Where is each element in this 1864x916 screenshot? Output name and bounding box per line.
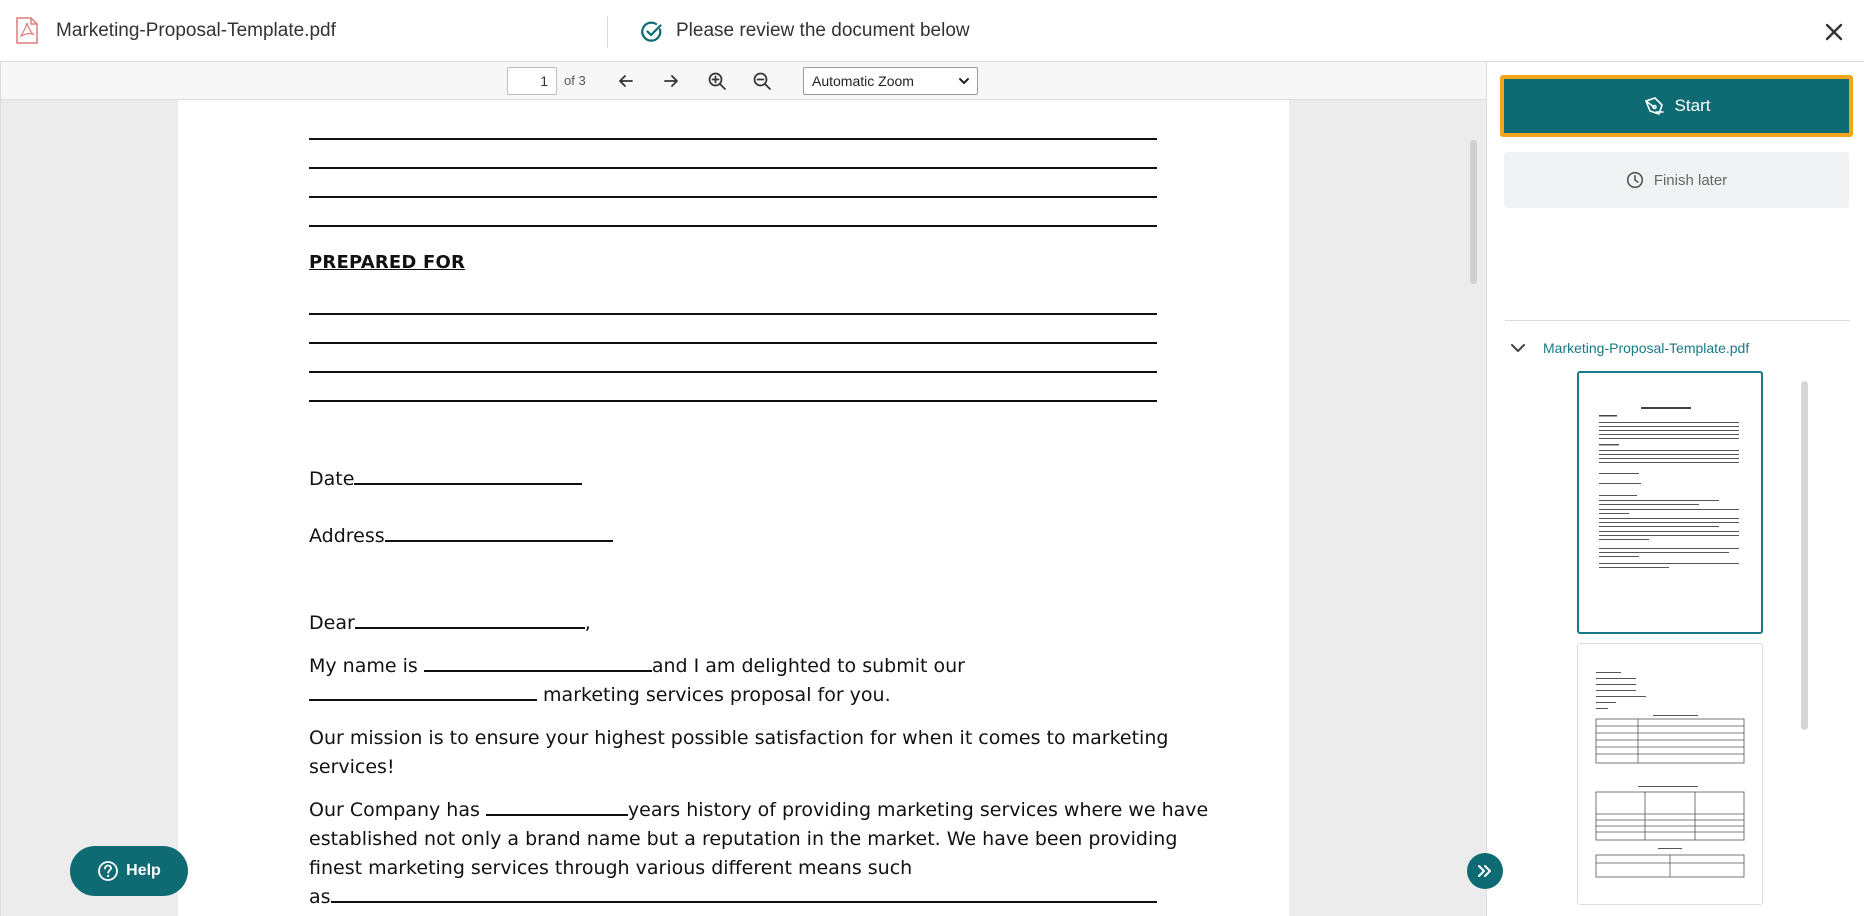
company-line-3: finest marketing services through various different means such: [309, 857, 913, 879]
help-label: Help: [126, 862, 161, 879]
blank-line: [309, 371, 1157, 373]
date-blank: [354, 465, 582, 485]
page-thumbnail-2-preview: [1578, 644, 1762, 904]
company-line-4: [309, 883, 1157, 912]
viewer-toolbar: [1, 62, 1486, 100]
start-button[interactable]: [1500, 75, 1853, 137]
review-status-text: Please review the document below: [676, 20, 970, 41]
blank-line: [309, 196, 1157, 198]
company-line-2: established not only a brand name but a reputation in the market. We have been providing: [309, 828, 1178, 850]
intro-suffix: and I am delighted to submit our: [651, 655, 965, 677]
page-thumbnail-2[interactable]: [1577, 643, 1763, 905]
sidebar-divider: [1505, 320, 1850, 321]
start-label: Start: [1674, 96, 1711, 115]
blank-line: [309, 342, 1157, 344]
years-blank: [486, 796, 628, 816]
date-label: Date: [309, 468, 355, 490]
close-icon[interactable]: [1820, 18, 1848, 46]
company-suffix: years history of providing marketing services where we have: [627, 799, 1209, 821]
mission-line-2: services!: [309, 756, 395, 778]
finish-later-label: Finish later: [1653, 171, 1728, 189]
previous-page-icon[interactable]: [615, 70, 637, 92]
zoom-select-value: Automatic Zoom: [812, 73, 914, 89]
mission-line-1: Our mission is to ensure your highest possible satisfaction for when it comes to marketing: [309, 727, 1169, 749]
page-thumbnail-1-preview: [1579, 373, 1761, 632]
pdf-file-icon: [16, 17, 38, 44]
sign-pen-icon: [1643, 95, 1665, 117]
blank-line: [309, 400, 1157, 402]
next-page-icon[interactable]: [660, 70, 682, 92]
sidebar-scrollbar[interactable]: [1801, 381, 1808, 730]
header-bar: [0, 0, 1864, 62]
double-chevron-right-icon: [1475, 861, 1495, 881]
company-line-1: [309, 796, 1208, 825]
address-label: Address: [309, 525, 385, 547]
pdf-page: [178, 100, 1289, 916]
zoom-in-icon[interactable]: [706, 70, 728, 92]
chevron-down-icon[interactable]: [1509, 339, 1527, 357]
sidebar: [1486, 62, 1864, 916]
name-blank: [424, 652, 652, 672]
means-blank: [331, 883, 1157, 903]
dear-label: Dear: [309, 612, 355, 634]
dear-suffix: ,: [584, 612, 591, 634]
expand-sidebar-button[interactable]: [1467, 853, 1503, 889]
blank-line: [309, 167, 1157, 169]
header-divider: [607, 16, 608, 48]
address-blank: [385, 522, 613, 542]
zoom-out-icon[interactable]: [751, 70, 773, 92]
intro-prefix: My name is: [309, 655, 424, 677]
page-number-input[interactable]: [507, 67, 557, 95]
zoom-select[interactable]: [803, 67, 978, 95]
blank-line: [309, 225, 1157, 227]
dear-blank: [355, 609, 585, 629]
prepared-for-heading: PREPARED FOR: [309, 252, 466, 273]
chevron-down-icon: [957, 74, 971, 88]
document-title: Marketing-Proposal-Template.pdf: [56, 20, 336, 41]
company-blank: [309, 681, 537, 701]
blank-line: [309, 138, 1157, 140]
clock-icon: [1626, 171, 1644, 189]
check-circle-icon: [641, 21, 663, 43]
page-count-label: of 3: [564, 73, 586, 88]
intro-line2: marketing services proposal for you.: [537, 684, 891, 706]
sidebar-file-name[interactable]: Marketing-Proposal-Template.pdf: [1543, 340, 1750, 356]
company-prefix: Our Company has: [309, 799, 486, 821]
help-circle-icon: [97, 860, 119, 882]
help-button[interactable]: [70, 846, 188, 896]
page-thumbnail-1[interactable]: [1577, 371, 1763, 634]
company-line4: as: [309, 886, 331, 908]
pdf-viewer: [0, 62, 1486, 916]
date-line: [309, 465, 582, 494]
intro-line-1: [309, 652, 965, 681]
salutation-line: [309, 609, 591, 638]
address-line: [309, 522, 613, 551]
blank-line: [309, 313, 1157, 315]
viewer-scrollbar[interactable]: [1470, 140, 1477, 284]
finish-later-button[interactable]: [1504, 152, 1849, 208]
intro-line-2: [309, 681, 891, 710]
